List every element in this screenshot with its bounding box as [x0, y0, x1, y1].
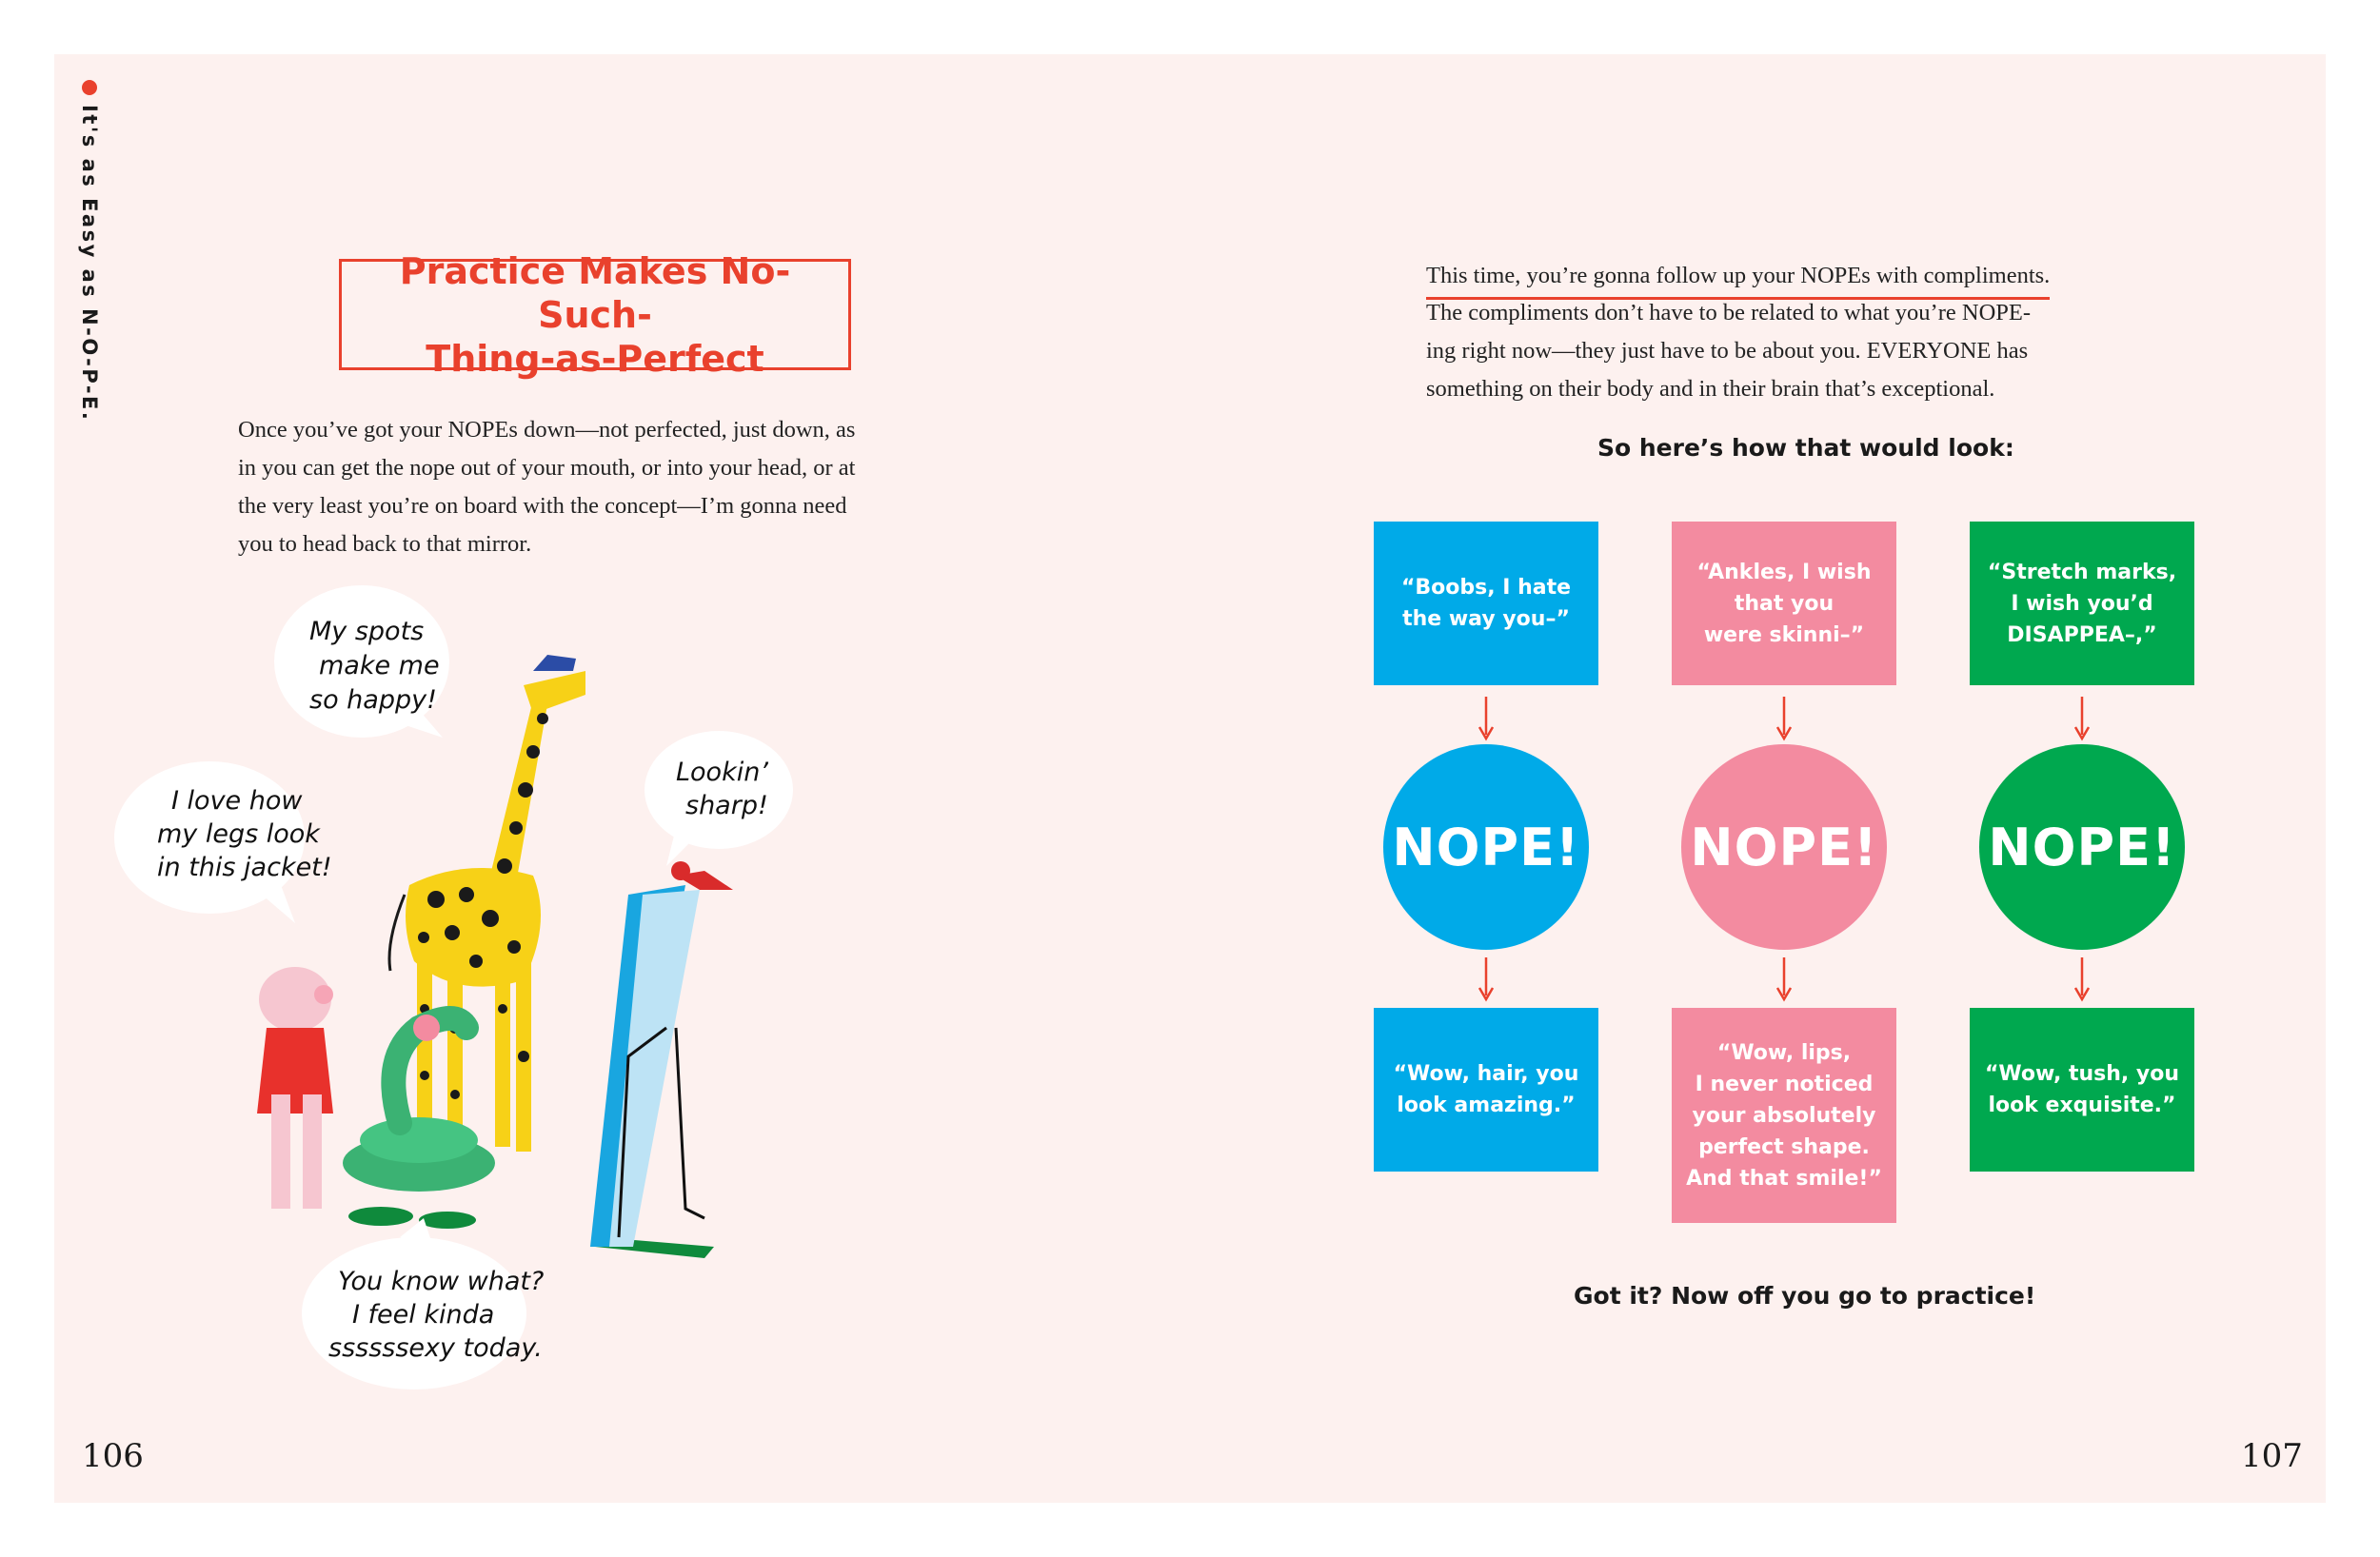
statement-line: DISAPPEA–,”: [2007, 622, 2157, 647]
statement-line: the way you–”: [1402, 607, 1570, 631]
pig-illustration: [257, 967, 333, 1209]
section-title-line-1: Practice Makes No-Such-: [399, 249, 791, 336]
speech-bubble-giraffe: [274, 585, 449, 738]
nope-label: NOPE!: [1392, 817, 1580, 877]
section-title: [367, 249, 823, 381]
nope-circle-1: [1383, 744, 1589, 950]
compliment-box-1: [1374, 1008, 1598, 1172]
running-head: [78, 80, 101, 422]
bubble-text-line: so happy!: [309, 685, 437, 715]
statement-text: [1697, 557, 1872, 651]
arrow-down-icon: [2073, 697, 2092, 742]
arrow-down-icon: [1775, 957, 1794, 1003]
section-title-line-2: Thing-as-Perfect: [426, 337, 764, 380]
nope-label: NOPE!: [1690, 817, 1878, 877]
compliment-line: I never noticed: [1695, 1072, 1874, 1096]
paragraph-line: ing right now—they just have to be about you. EVERYONE has: [1426, 338, 2029, 364]
bubble-text-line: Lookin’: [676, 758, 768, 787]
left-paragraph: [238, 411, 855, 563]
compliment-line: your absolutely: [1692, 1103, 1876, 1128]
compliment-text: [1686, 1037, 1882, 1194]
giraffe-illustration: [389, 655, 585, 1175]
ground-shadow: [419, 1212, 476, 1229]
animals-mirror-illustration: [157, 581, 904, 1437]
compliment-text: [1985, 1058, 2179, 1121]
mirror-illustration: [590, 885, 704, 1247]
bubble-text-line: make me: [319, 651, 440, 680]
paragraph-line: The compliments don’t have to be related to what you’re NOPE-: [1426, 300, 2032, 325]
statement-text: [1401, 572, 1571, 635]
ground-shadow: [348, 1207, 413, 1226]
example-heading: So here’s how that would look:: [1597, 434, 2014, 462]
paragraph-line: Once you’ve got your NOPEs down—not perfected, just down, as: [238, 417, 856, 443]
bubble-text-line: You know what?: [338, 1267, 545, 1296]
paragraph-line: in you can get the nope out of your mouth, or into your head, or at: [238, 455, 856, 481]
arrow-down-icon: [2073, 957, 2092, 1003]
page-number-right: 107: [2241, 1437, 2303, 1475]
arrow-down-icon: [1477, 957, 1496, 1003]
compliment-box-3: [1970, 1008, 2194, 1172]
compliment-line: look amazing.”: [1397, 1094, 1576, 1117]
statement-box-1: [1374, 522, 1598, 685]
compliment-line: look exquisite.”: [1988, 1094, 2176, 1117]
statement-line: “Stretch marks,: [1987, 560, 2177, 584]
running-head-dot: [82, 80, 97, 95]
compliment-line: “Wow, tush, you: [1984, 1062, 2180, 1086]
bubble-text-line: I feel kinda: [352, 1300, 495, 1330]
statement-line: were skinni–”: [1703, 622, 1865, 647]
cardinal-bird-illustration: [671, 861, 733, 890]
paragraph-line: the very least you’re on board with the concept—I’m gonna need: [238, 493, 847, 519]
compliment-line: perfect shape.: [1698, 1134, 1870, 1159]
statement-line: that you: [1734, 591, 1835, 616]
section-title-box: [339, 249, 851, 380]
bubble-text-line: in this jacket!: [157, 853, 332, 882]
intro-underlined-sentence: This time, you’re gonna follow up your NOPEs with compliments.: [1426, 257, 2050, 300]
arrow-down-icon: [1775, 697, 1794, 742]
paragraph-line: something on their body and in their brain that’s exceptional.: [1426, 376, 1995, 402]
nope-circle-3: [1979, 744, 2185, 950]
bubble-text-line: my legs look: [157, 819, 320, 849]
bubble-text-line: I love how: [171, 786, 303, 816]
statement-line: “Ankles, I wish: [1696, 560, 1872, 584]
compliment-line: And that smile!”: [1686, 1166, 1882, 1191]
page-number-left: 106: [82, 1437, 144, 1475]
arrow-down-icon: [1477, 697, 1496, 742]
compliment-box-2: [1672, 1008, 1896, 1223]
statement-box-2: [1672, 522, 1896, 685]
statement-line: “Boobs, I hate: [1400, 576, 1572, 600]
right-intro-paragraph: [1426, 294, 2031, 408]
statement-text: [1988, 557, 2176, 651]
statement-line: I wish you’d: [2011, 591, 2153, 616]
paragraph-line: you to head back to that mirror.: [238, 531, 532, 557]
speech-bubble-bird: [645, 731, 793, 866]
compliment-line: “Wow, hair, you: [1393, 1062, 1579, 1086]
compliment-text: [1394, 1058, 1579, 1121]
closing-line: Got it? Now off you go to practice!: [1574, 1282, 2036, 1310]
bubble-text-line: ssssssexy today.: [328, 1333, 543, 1363]
nope-circle-2: [1681, 744, 1887, 950]
speech-bubble-snake: [302, 1218, 544, 1389]
statement-box-3: [1970, 522, 2194, 685]
compliment-line: “Wow, lips,: [1716, 1040, 1852, 1065]
nope-label: NOPE!: [1988, 817, 2176, 877]
bubble-text-line: sharp!: [685, 791, 768, 820]
bubble-text-line: My spots: [309, 617, 425, 646]
running-head-text: It's as Easy as N-O-P-E.: [78, 105, 101, 423]
